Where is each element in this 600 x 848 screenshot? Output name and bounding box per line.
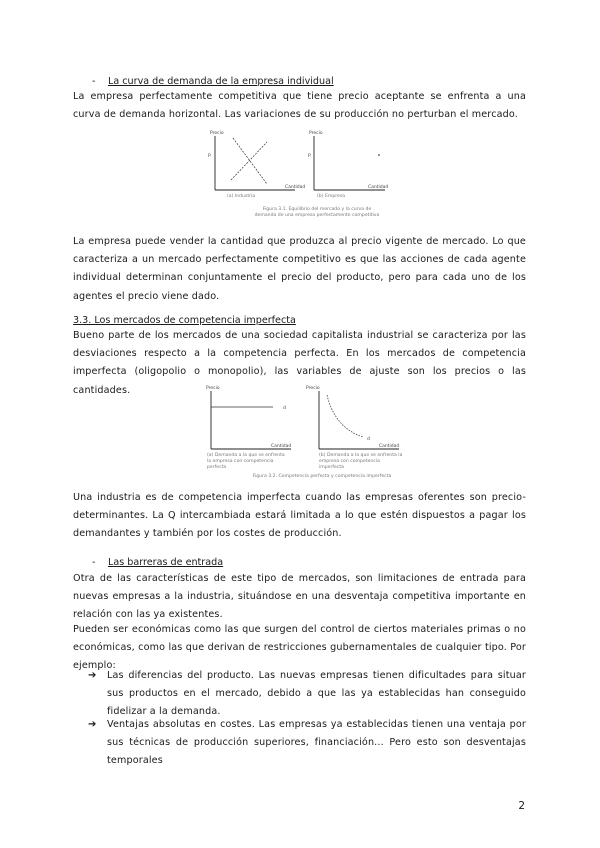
- left-xlabel: Cantidad: [271, 444, 292, 449]
- left-ylabel: Precio: [206, 386, 220, 391]
- paragraph: Una industria es de competencia imperfecta cuando las empresas oferentes son precio-determinantes. La Q intercambiada estará limitada a lo que estén dispuestos a pagar los demandantes y también por los costes de producción.: [73, 492, 526, 540]
- figure-2-caption: Figura 3.2. Competencia perfecta y competencia imperfecta: [252, 474, 392, 479]
- left-curve-label: d: [283, 406, 286, 411]
- dash-marker: -: [92, 557, 96, 568]
- paragraph: La empresa puede vender la cantidad que produzca al precio vigente de mercado. Lo que caracteriza a un mercado perfectamente competitivo es que las acciones de cada agente individual determinan conjuntamente el precio del producto, pero para cada uno de los agentes el precio viene dado.: [73, 236, 526, 302]
- downward-demand: [327, 395, 363, 437]
- left-price-mark: P: [208, 154, 211, 159]
- right-xlabel: Cantidad: [379, 444, 400, 449]
- right-ylabel: Precio: [306, 386, 320, 391]
- list-item: [88, 716, 526, 771]
- paragraph: La empresa perfectamente competitiva que tiene precio aceptante se enfrenta a una curva de demanda horizontal. Las variaciones de su producción no perturban el mercado.: [73, 91, 526, 121]
- arrow-icon: ➔: [88, 670, 97, 681]
- heading-text: Las barreras de entrada: [108, 557, 224, 568]
- page-number: 2: [518, 800, 525, 812]
- left-ylabel: Precio: [210, 131, 224, 136]
- right-sublabel: (b) Demanda a la que se enfrenta la empresa con competencia imperfecta: [319, 453, 403, 470]
- section-heading-imperfect-competition: 3.3. Los mercados de competencia imperfecta: [73, 315, 296, 326]
- right-curve-label: d: [367, 437, 370, 442]
- figure-competition-demand: [203, 383, 403, 470]
- right-sublabel: (b) Empresa: [317, 194, 346, 199]
- dash-marker: -: [92, 76, 96, 87]
- demand-curve: [233, 138, 267, 184]
- left-sublabel: (a) Demanda a la que se enfrenta la empresa con competencia perfecta: [207, 453, 285, 470]
- right-price-mark: P: [308, 154, 311, 159]
- figure-2-graphs: [203, 383, 403, 451]
- paragraph: Otra de las características de este tipo de mercados, son limitaciones de entrada para nuevas empresas a la industria, situándose en una desventaja competitiva importante en relación con las ya existentes.: [73, 573, 526, 621]
- list-item-text: Las diferencias del producto. Las nuevas empresas tienen dificultades para situar sus productos en el mercado, debido a que las ya establecidas han conseguido fidelizar a la demanda.: [107, 670, 526, 718]
- firm-point: [378, 154, 380, 156]
- left-xlabel: Cantidad: [285, 185, 306, 190]
- left-sublabel: (a) Industria: [227, 194, 256, 199]
- figure-1-graphs: [205, 128, 390, 194]
- paragraph: Pueden ser económicas como las que surgen del control de ciertos materiales primas o no económicas, como las que derivan de restricciones gubernamentales de cualquier tipo. Por ejemplo:: [73, 624, 526, 672]
- arrow-icon: ➔: [88, 719, 97, 730]
- supply-curve: [231, 142, 267, 180]
- figure-market-equilibrium: [205, 128, 390, 199]
- right-ylabel: Precio: [309, 131, 323, 136]
- list-item-text: Ventajas absolutas en costes. Las empresas ya establecidas tienen una ventaja por sus técnicas de producción superiores, financiación... Pero esto son desventajas temporales: [107, 719, 526, 767]
- figure-1-caption: Figura 3.1. Equilibrio del mercado y la curva de demanda de una empresa perfectamente competitiva: [254, 207, 380, 218]
- section-heading-entry-barriers: [92, 555, 223, 571]
- paragraph: Bueno parte de los mercados de una sociedad capitalista industrial se caracteriza por las desviaciones respecto a la competencia perfecta. En los mercados de competencia imperfecta (oligopolio o monopolio), las variables de ajuste son los precios o las cantidades.: [73, 330, 526, 396]
- right-xlabel: Cantidad: [368, 185, 389, 190]
- heading-text: La curva de demanda de la empresa individual: [108, 76, 334, 87]
- list-item: [88, 667, 526, 722]
